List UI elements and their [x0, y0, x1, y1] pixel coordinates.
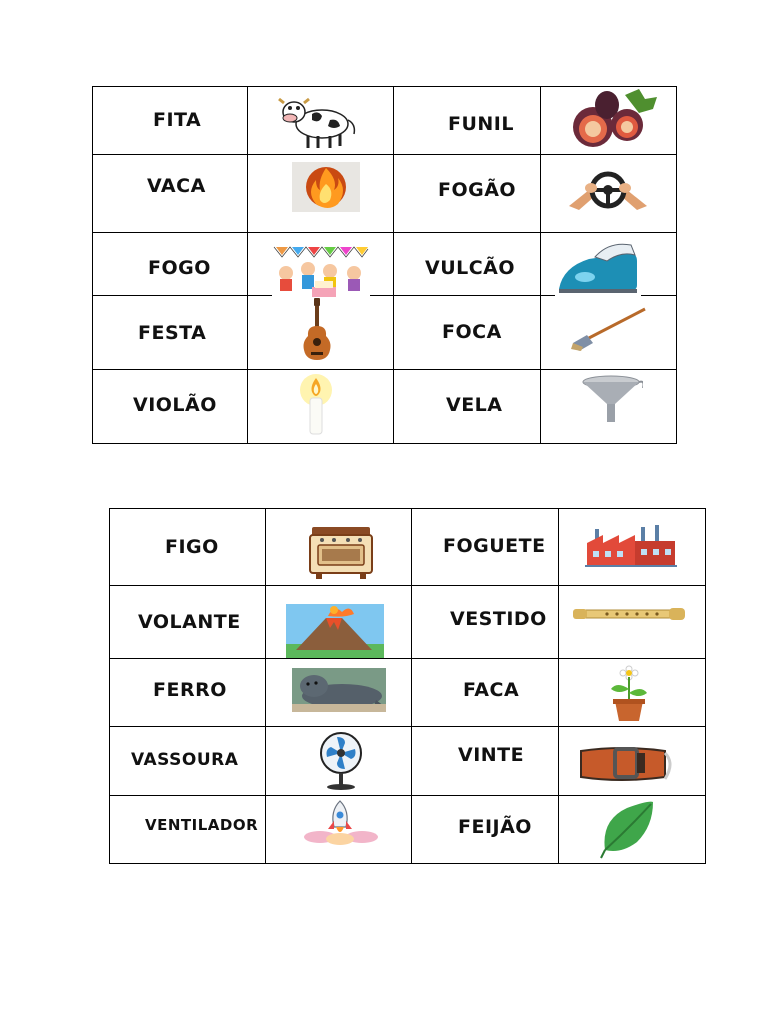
word-label: FITA: [153, 109, 202, 131]
rocket-icon: [300, 799, 382, 845]
word-label: VASSOURA: [131, 750, 239, 770]
word-cell: [93, 370, 248, 444]
guitar-icon: [302, 298, 332, 362]
word-cell: [110, 659, 266, 727]
word-label: FERRO: [153, 679, 227, 701]
picture-cell: [266, 727, 412, 796]
fan-icon: [314, 731, 368, 791]
word-cell: [394, 296, 541, 370]
word-cell: [110, 509, 266, 586]
picture-cell: [266, 509, 412, 586]
recorder-flute-icon: [573, 606, 687, 622]
steering-wheel-icon: [569, 170, 647, 212]
picture-cell: [559, 509, 706, 586]
word-cell: [394, 370, 541, 444]
picture-cell: [266, 586, 412, 659]
picture-cell: [248, 233, 394, 296]
word-cell: [412, 727, 559, 796]
word-label: FACA: [463, 679, 520, 701]
word-cell: [394, 155, 541, 233]
cow-icon: [278, 90, 358, 152]
word-cell: [394, 233, 541, 296]
picture-cell: [266, 796, 412, 864]
word-label: FIGO: [165, 536, 219, 558]
picture-cell: [559, 727, 706, 796]
word-cell: [412, 659, 559, 727]
flower-pot-icon: [607, 665, 651, 723]
word-label: FOGUETE: [443, 535, 546, 557]
volcano-icon: [286, 604, 384, 658]
word-label: VINTE: [458, 744, 525, 766]
picture-cell: [541, 296, 677, 370]
leaf-icon: [599, 800, 655, 860]
word-cell: [110, 727, 266, 796]
word-label: VESTIDO: [450, 608, 547, 630]
picture-cell: [541, 370, 677, 444]
word-cell: [93, 87, 248, 155]
word-cell: [412, 796, 559, 864]
word-label: FUNIL: [448, 113, 514, 135]
word-cell: [110, 586, 266, 659]
word-cell: [412, 586, 559, 659]
stove-icon: [308, 525, 374, 581]
picture-cell: [248, 296, 394, 370]
word-cell: [93, 296, 248, 370]
picture-cell: [248, 155, 394, 233]
word-cell: [412, 509, 559, 586]
seal-icon: [292, 668, 386, 712]
picture-cell: [248, 87, 394, 155]
word-cell: [93, 155, 248, 233]
picture-cell: [541, 233, 677, 296]
factory-icon: [585, 523, 677, 567]
word-label: FESTA: [138, 322, 207, 344]
belt-icon: [579, 735, 675, 789]
funnel-icon: [581, 374, 643, 424]
picture-cell: [248, 370, 394, 444]
word-label: VENTILADOR: [145, 816, 259, 834]
word-cell: [394, 87, 541, 155]
broom-icon: [571, 307, 647, 351]
word-label: VIOLÃO: [133, 394, 217, 416]
word-label: FOGO: [148, 257, 211, 279]
word-cell: [110, 796, 266, 864]
word-label: FOGÃO: [438, 179, 517, 201]
word-label: VOLANTE: [138, 611, 241, 633]
word-label: VELA: [446, 394, 503, 416]
word-label: VACA: [147, 175, 206, 197]
picture-cell: [541, 87, 677, 155]
word-cell: [93, 233, 248, 296]
picture-cell: [559, 659, 706, 727]
figs-icon: [563, 87, 659, 153]
word-label: VULCÃO: [425, 257, 516, 279]
word-label: FOCA: [442, 321, 502, 343]
clothes-iron-icon: [555, 237, 641, 297]
picture-cell: [559, 796, 706, 864]
picture-cell: [559, 586, 706, 659]
word-label: FEIJÃO: [458, 816, 532, 838]
candle-icon: [296, 374, 336, 436]
word-picture-table-2: [109, 508, 706, 864]
picture-cell: [266, 659, 412, 727]
fire-icon: [292, 162, 360, 212]
picture-cell: [541, 155, 677, 233]
word-picture-table-1: [92, 86, 677, 444]
